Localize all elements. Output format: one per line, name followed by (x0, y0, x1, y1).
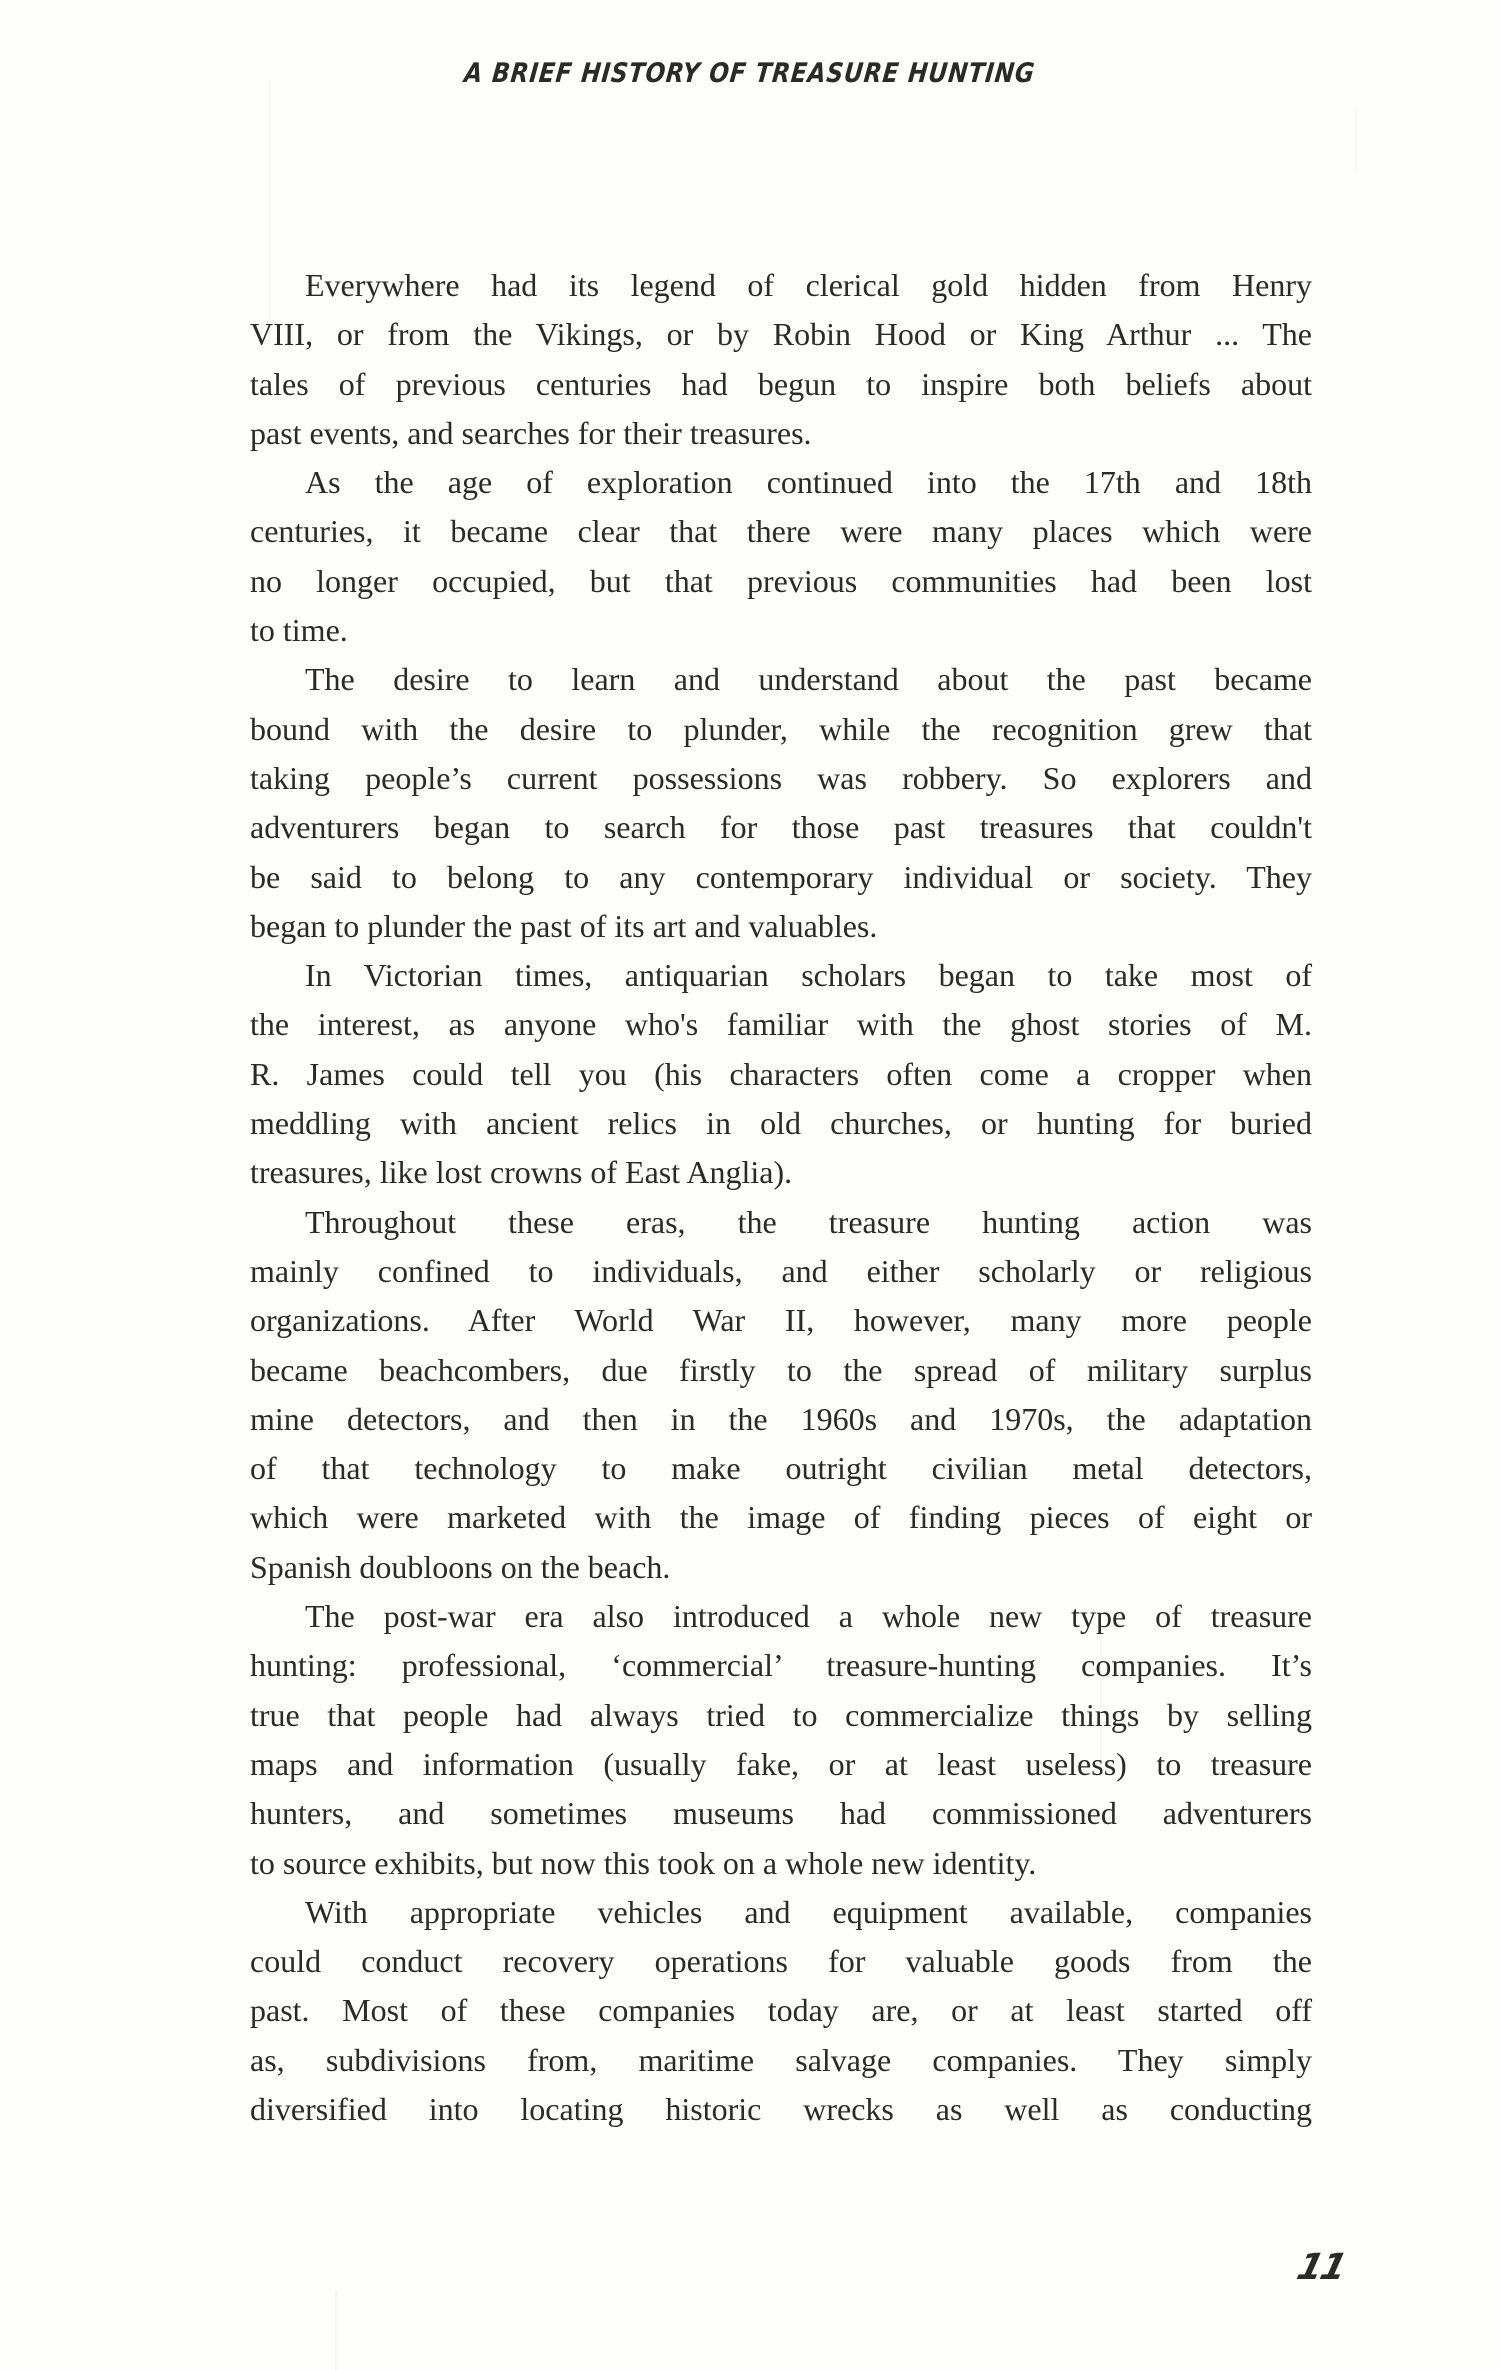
page-number: 11 (1292, 2247, 1350, 2288)
text-line: treasures, like lost crowns of East Anglia). (250, 1154, 793, 1191)
text-line: the interest, as anyone who's familiar with the ghost stories of M. (250, 1006, 1312, 1043)
text-line: as, subdivisions from, maritime salvage companies. They simply (250, 2041, 1312, 2078)
text-line: As the age of exploration continued into the 17th and 18th (305, 464, 1312, 501)
text-line: Throughout these eras, the treasure hunting action was (305, 1203, 1312, 1240)
text-line: which were marketed with the image of finding pieces of eight or (250, 1499, 1312, 1536)
text-line: to source exhibits, but now this took on a whole new identity. (250, 1844, 1037, 1881)
text-line: VIII, or from the Vikings, or by Robin Hood or King Arthur ... The (250, 316, 1312, 353)
text-line: The desire to learn and understand about the past became (305, 661, 1312, 698)
text-line: adventurers began to search for those past treasures that couldn't (250, 809, 1312, 846)
text-line: be said to belong to any contemporary individual or society. They (250, 858, 1312, 895)
text-line: hunting: professional, ‘commercial’ treasure-hunting companies. It’s (250, 1647, 1312, 1684)
text-line: With appropriate vehicles and equipment available, companies (305, 1893, 1312, 1930)
paragraph (250, 458, 1312, 655)
text-line: Spanish doubloons on the beach. (250, 1548, 671, 1585)
paragraph (250, 1592, 1312, 1888)
text-line: mine detectors, and then in the 1960s and 1970s, the adaptation (250, 1400, 1312, 1437)
text-line: could conduct recovery operations for valuable goods from the (250, 1943, 1312, 1980)
text-line: taking people’s current possessions was robbery. So explorers and (250, 759, 1312, 796)
body-text (250, 261, 1312, 2134)
text-line: to time. (250, 612, 348, 649)
paragraph (250, 261, 1312, 458)
text-line: organizations. After World War II, however, many more people (250, 1302, 1312, 1339)
text-line: bound with the desire to plunder, while the recognition grew that (250, 710, 1312, 747)
running-title: A BRIEF HISTORY OF TREASURE HUNTING (463, 58, 1037, 89)
text-line: true that people had always tried to commercialize things by selling (250, 1696, 1312, 1733)
text-line: began to plunder the past of its art and valuables. (250, 907, 878, 944)
paragraph (250, 655, 1312, 951)
text-line: became beachcombers, due firstly to the spread of military surplus (250, 1351, 1312, 1388)
text-line: R. James could tell you (his characters often come a cropper when (250, 1055, 1312, 1092)
text-line: past. Most of these companies today are, or at least started off (250, 1992, 1312, 2029)
text-line: Everywhere had its legend of clerical gold hidden from Henry (305, 267, 1312, 303)
text-line: of that technology to make outright civilian metal detectors, (250, 1450, 1312, 1487)
text-line: The post-war era also introduced a whole new type of treasure (305, 1598, 1312, 1635)
paragraph (250, 1888, 1312, 2134)
paragraph (250, 951, 1312, 1197)
text-line: In Victorian times, antiquarian scholars began to take most of (305, 957, 1312, 994)
scan-artifact (1355, 110, 1358, 170)
text-line: mainly confined to individuals, and either scholarly or religious (250, 1252, 1312, 1289)
running-header (0, 58, 1500, 89)
text-line: no longer occupied, but that previous communities had been lost (250, 562, 1312, 599)
text-line: past events, and searches for their treasures. (250, 414, 812, 451)
paragraph (250, 1198, 1312, 1592)
scan-artifact (335, 2290, 338, 2370)
text-line: hunters, and sometimes museums had commissioned adventurers (250, 1795, 1312, 1832)
text-line: meddling with ancient relics in old churches, or hunting for buried (250, 1105, 1312, 1142)
text-line: centuries, it became clear that there were many places which were (250, 513, 1312, 550)
text-line: diversified into locating historic wrecks as well as conducting (250, 2090, 1312, 2127)
text-line: maps and information (usually fake, or at least useless) to treasure (250, 1745, 1312, 1782)
text-line: tales of previous centuries had begun to inspire both beliefs about (250, 365, 1312, 402)
